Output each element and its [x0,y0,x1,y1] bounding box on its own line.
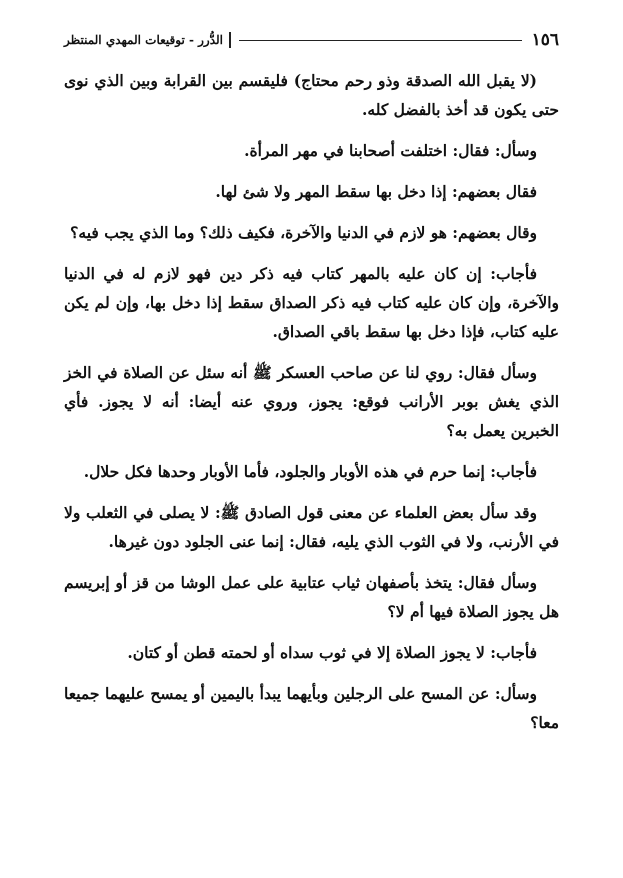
paragraph: وسأل فقال: يتخذ بأصفهان ثياب عتابية على عمل الوشا من قز أو إبريسم هل يجوز الصلاة فيها أم لا؟ [64,573,559,621]
paragraph: وسأل: عن المسح على الرجلين وبأيهما يبدأ باليمين أو يمسح عليهما جميعا معا؟ [64,684,559,732]
page-number: ١٥٦ [531,30,559,50]
running-title: الدُّرر - توقيعات المهدي المنتظر [64,33,223,47]
paragraph: وسأل فقال: روي لنا عن صاحب العسكر ﷺ أنه سئل عن الصلاة في الخز الذي يغش بوبر الأرانب فوقع: يجوز، وروي عنه أيضا: أنه لا يجوز. فأي الخبرين يعمل به؟ [64,363,559,440]
paragraph: (لا يقبل الله الصدقة وذو رحم محتاج) فليقسم بين القرابة وبين الذي نوى حتى يكون قد أخذ بالفضل كله. [64,71,559,119]
paragraph: وسأل: فقال: اختلفت أصحابنا في مهر المرأة. [244,141,537,160]
header-rule [239,40,522,41]
header-separator-bar [229,32,231,48]
page-header [64,28,559,52]
paragraph: فأجاب: إنما حرم في هذه الأوبار والجلود، فأما الأوبار وحدها فكل حلال. [83,462,537,481]
paragraph: وقد سأل بعض العلماء عن معنى قول الصادق ﷺ: لا يصلى في الثعلب ولا في الأرنب، ولا في الثوب الذي يليه، فقال: إنما عنى الجلود دون غيرها. [64,503,559,551]
paragraph: فقال بعضهم: إذا دخل بها سقط المهر ولا شئ لها. [215,182,537,201]
paragraph: وقال بعضهم: هو لازم في الدنيا والآخرة، فكيف ذلك؟ وما الذي يجب فيه؟ [70,223,537,242]
paragraph: فأجاب: إن كان عليه بالمهر كتاب فيه ذكر دين فهو لازم له في الدنيا والآخرة، وإن كان عليه كتاب فيه ذكر الصداق سقط إذا دخل بها، وإن لم يكن عليه كتاب، فإذا دخل بها سقط باقي الصداق. [64,264,559,341]
paragraph: فأجاب: لا يجوز الصلاة إلا في ثوب سداه أو لحمته قطن أو كتان. [127,643,537,662]
document-page [64,28,559,858]
page-body [64,66,559,737]
